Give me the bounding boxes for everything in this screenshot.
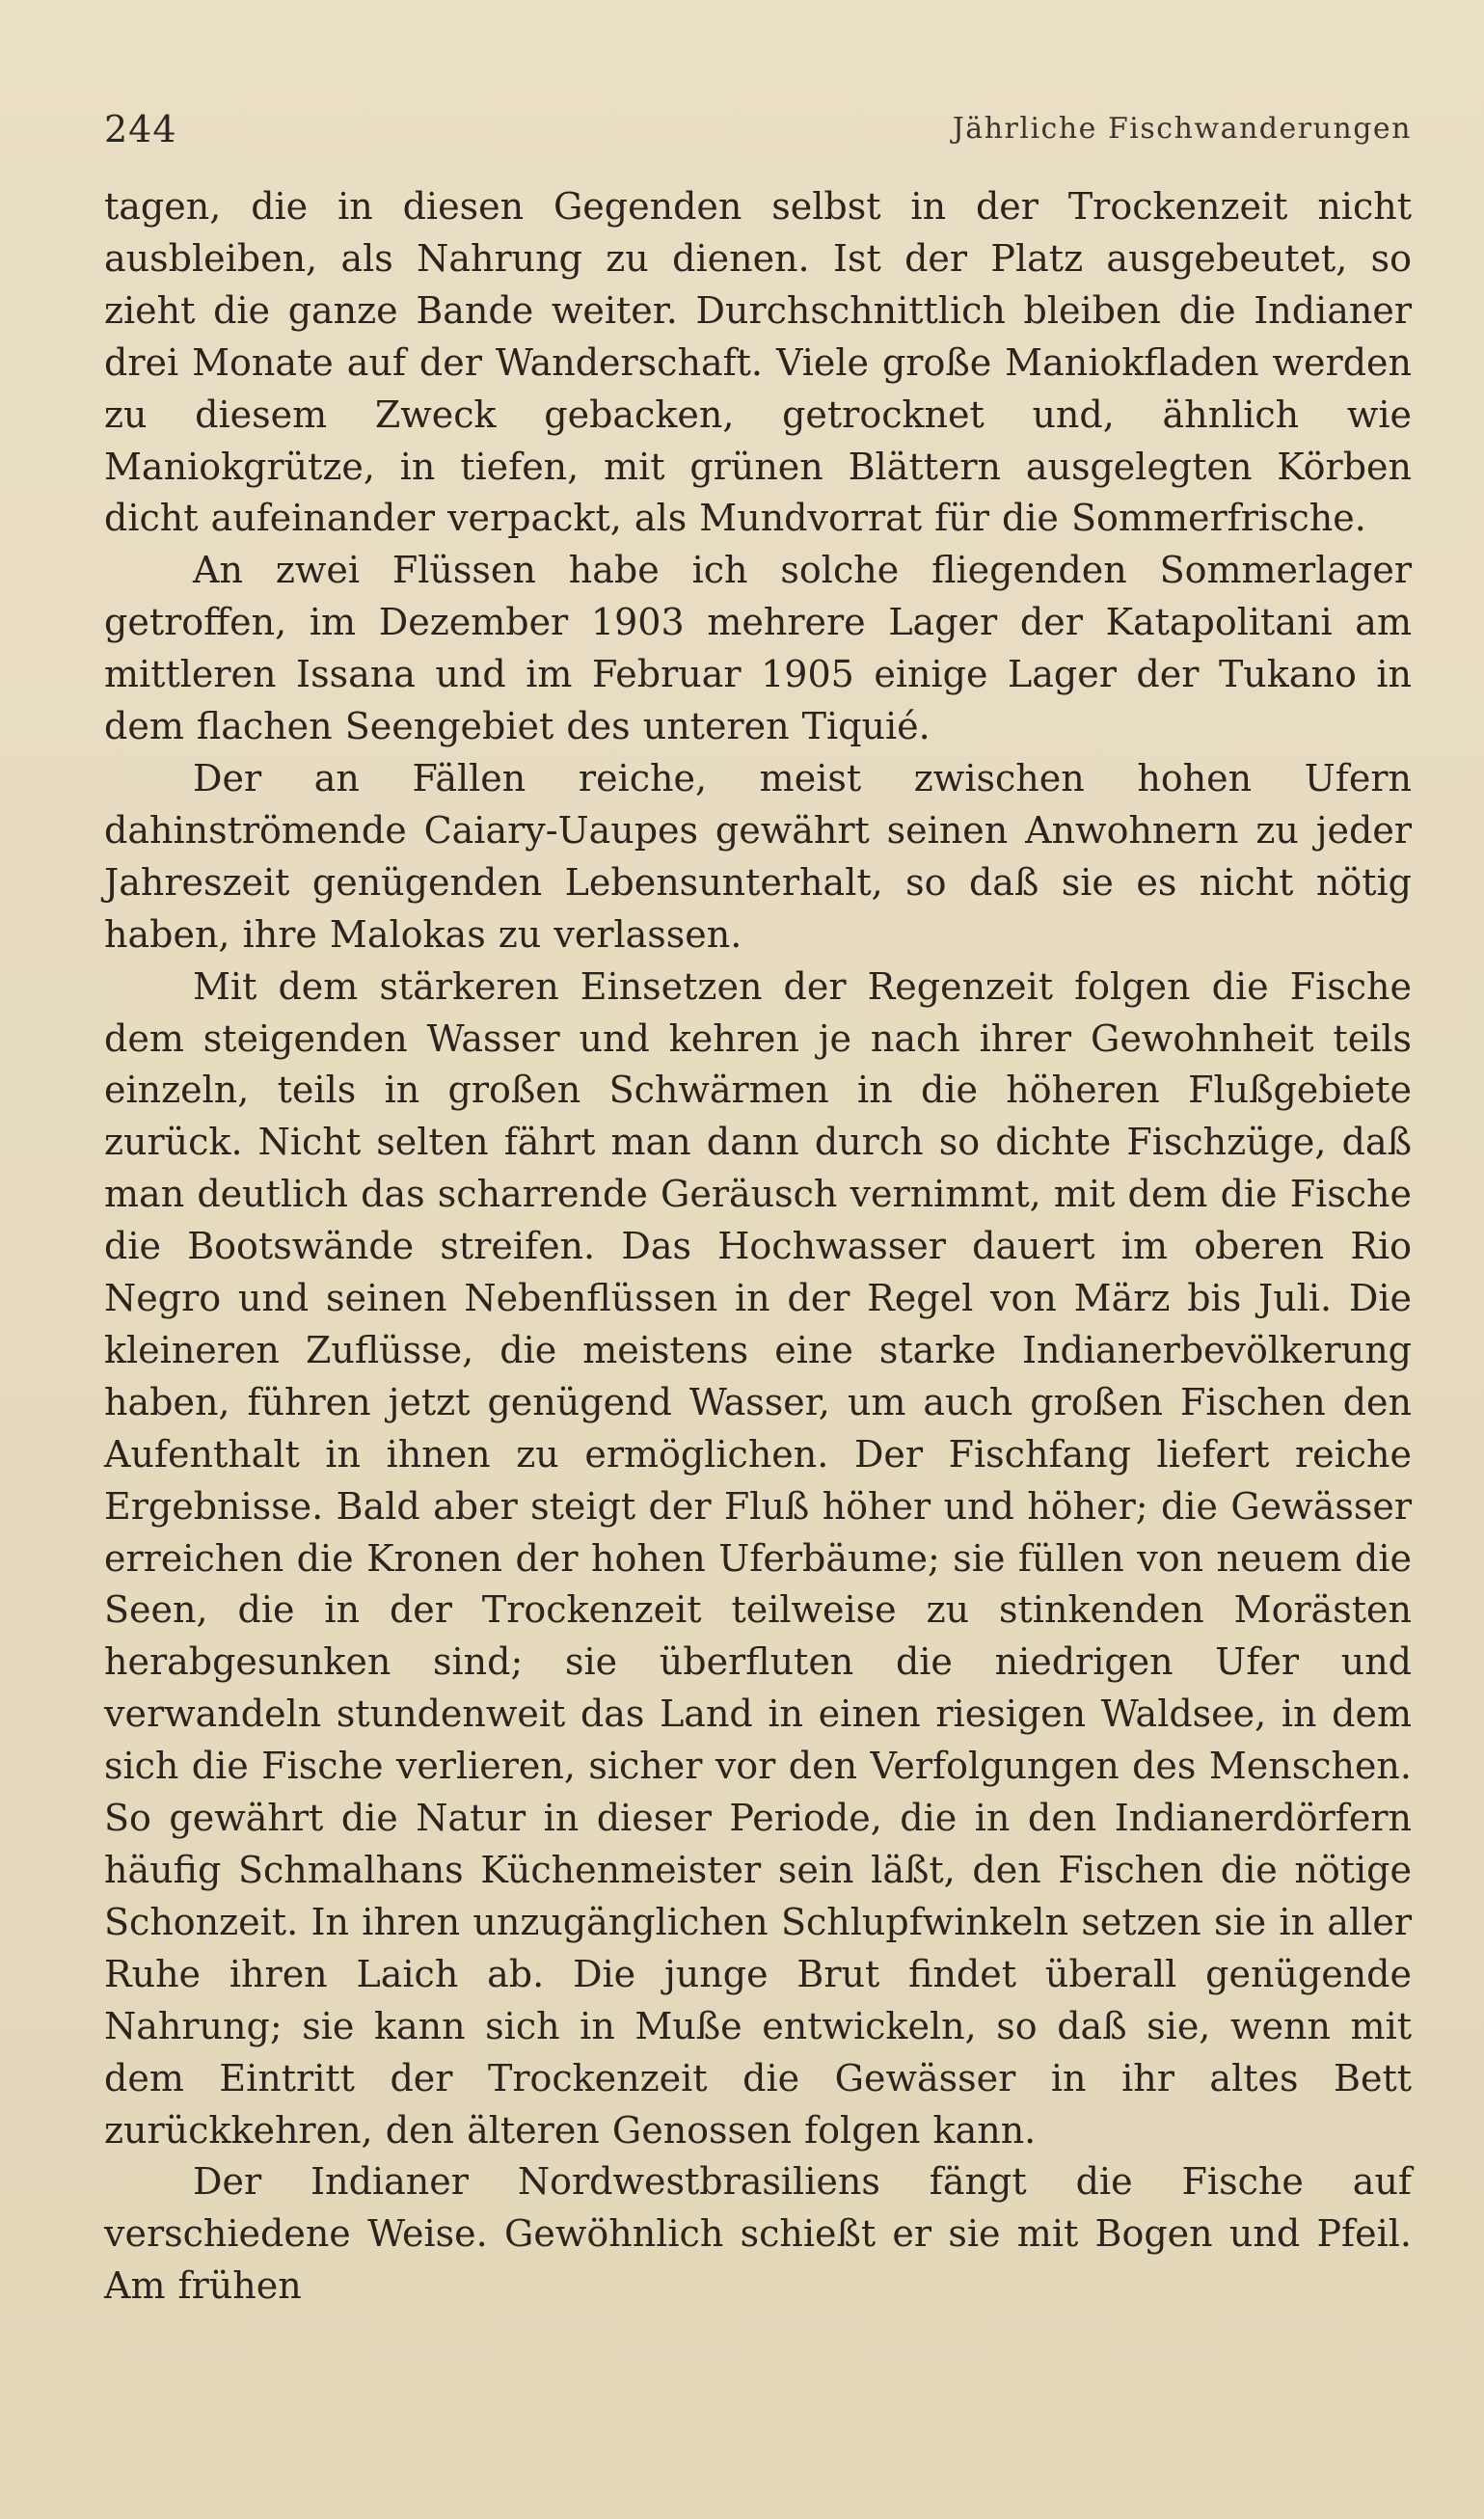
paragraph-caiary-uaupes: Der an Fällen reiche, meist zwischen hohen Ufern dahinströmende Caiary-Uaupes gewährt seinen Anwohnern zu jeder Jahreszeit genügenden Lebensunterhalt, so daß sie es nicht nötig haben, ihre Malokas zu verlassen.	[104, 756, 1412, 956]
paragraph-summer-camps: An zwei Flüssen habe ich solche fliegenden Sommerlager getroffen, im Dezember 1903 mehrere Lager der Katapolitani am mittleren Issana und im Februar 1905 einige Lager der Tukano in dem flachen Seengebiet des unteren Tiquié.	[104, 549, 1412, 748]
body-text	[104, 181, 1412, 2313]
paragraph-rainy-season: Mit dem stärkeren Einsetzen der Regenzeit folgen die Fische dem steigenden Wasser und kehren je nach ihrer Gewohnheit teils einzeln, teils in großen Schwärmen in die höheren Flußgebiete zurück. Nicht selten fährt man dann durch so dichte Fischzüge, daß man deutlich das scharrende Geräusch vernimmt, mit dem die Fische die Bootswände streifen. Das Hochwasser dauert im oberen Rio Negro und seinen Nebenflüssen in der Regel von März bis Juli. Die kleineren Zuflüsse, die meistens eine starke Indianerbevölkerung haben, führen jetzt genügend Wasser, um auch großen Fischen den Aufenthalt in ihnen zu ermöglichen. Der Fischfang liefert reiche Ergebnisse. Bald aber steigt der Fluß höher und höher; die Gewässer erreichen die Kronen der hohen Uferbäume; sie füllen von neuem die Seen, die in der Trockenzeit teilweise zu stinkenden Morästen herabgesunken sind; sie überfluten die niedrigen Ufer und verwandeln stundenweit das Land in einen riesigen Waldsee, in dem sich die Fische verlieren, sicher vor den Verfolgungen des Menschen. So gewährt die Natur in dieser Periode, die in den Indianerdörfern häufig Schmalhans Küchenmeister sein läßt, den Fischen die nötige Schonzeit. In ihren unzugänglichen Schlupfwinkeln setzen sie in aller Ruhe ihren Laich ab. Die junge Brut findet überall genügende Nahrung; sie kann sich in Muße entwickeln, so daß sie, wenn mit dem Eintritt der Trockenzeit die Gewässer in ihr altes Bett zurückkehren, den älteren Genossen folgen kann.	[104, 964, 1412, 2152]
running-head: Jährliche Fischwanderungen	[952, 112, 1412, 146]
page-number: 244	[104, 108, 177, 150]
paragraph-continuation: tagen, die in diesen Gegenden selbst in der Trockenzeit nicht ausbleiben, als Nahrung zu dienen. Ist der Platz ausgebeutet, so zieht die ganze Bande weiter. Durchschnittlich bleiben die Indianer drei Monate auf der Wanderschaft. Viele große Maniokfladen werden zu diesem Zweck gebacken, getrocknet und, ähnlich wie Maniokgrütze, in tiefen, mit grünen Blättern ausgelegten Körben dicht aufeinander verpackt, als Mundvorrat für die Sommerfrische.	[104, 185, 1412, 540]
paragraph-fishing-methods: Der Indianer Nordwestbrasiliens fängt die Fische auf verschiedene Weise. Gewöhnlich schießt er sie mit Bogen und Pfeil. Am frühen	[104, 2160, 1412, 2308]
page-header	[104, 108, 1412, 156]
